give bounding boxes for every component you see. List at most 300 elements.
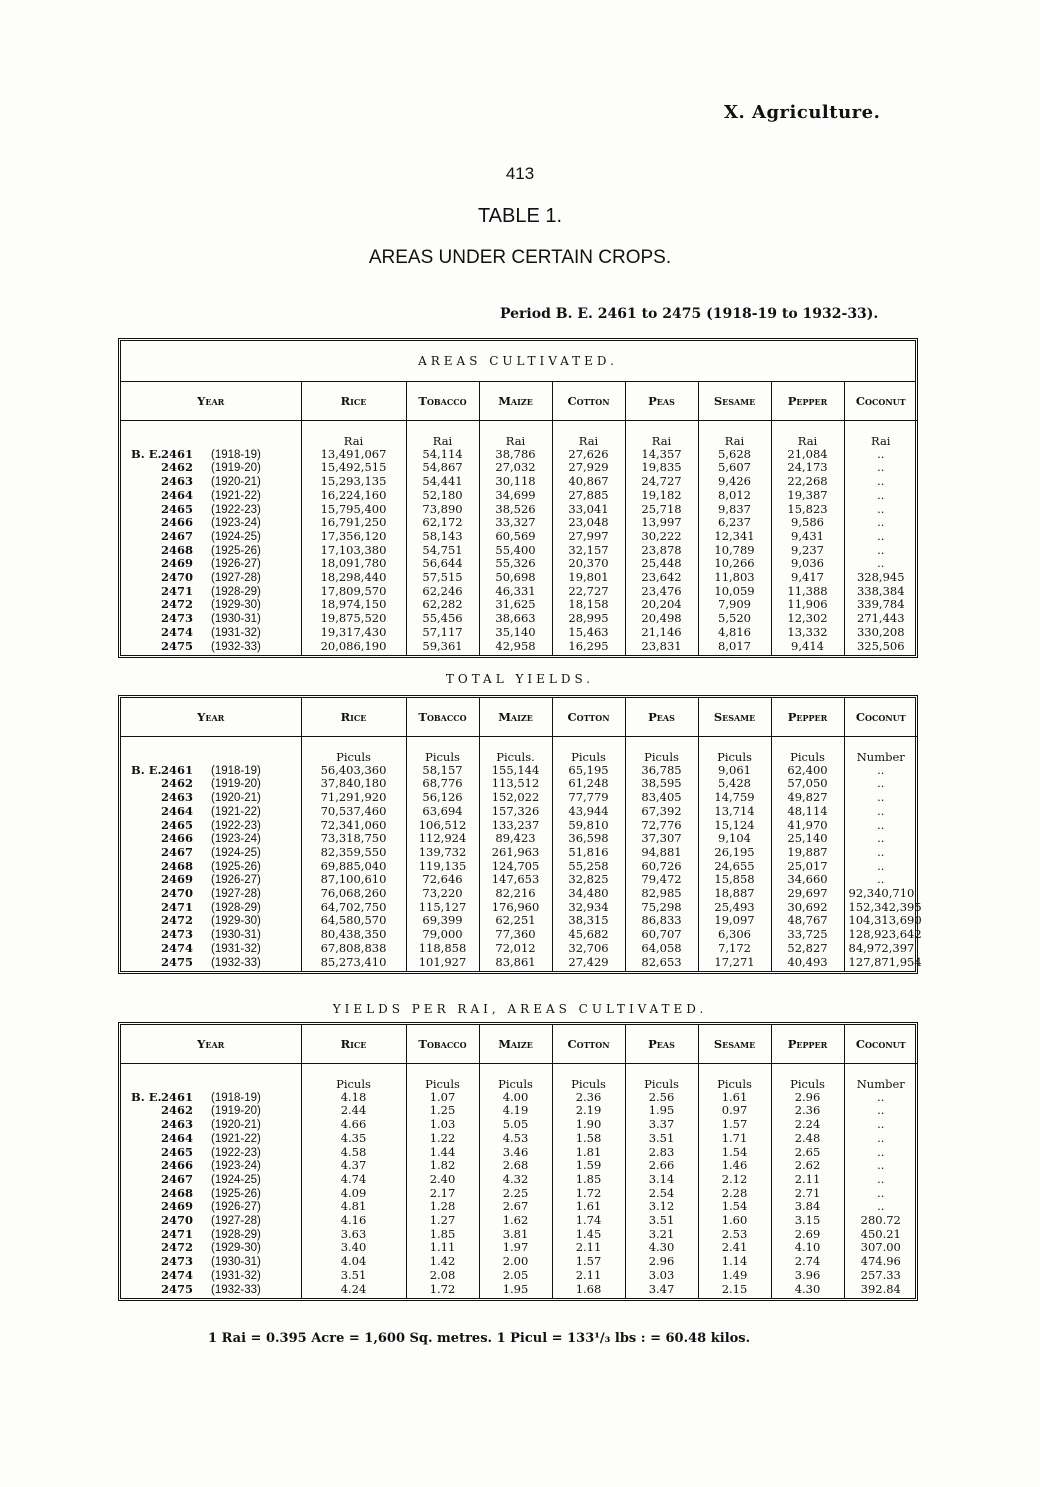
year-cell [121, 571, 301, 585]
be-year: 2464 [161, 803, 194, 818]
table-cell: 4.00 [479, 1091, 552, 1105]
table-cell: 1.45 [552, 1228, 625, 1242]
table-cell: 257.33 [844, 1269, 917, 1283]
table-cell: 19,182 [625, 489, 698, 503]
table-cell: 72,341,060 [301, 819, 406, 833]
ad-year-span: (1931-32) [211, 1269, 261, 1282]
table-row [121, 791, 917, 805]
table-cell: 29,697 [771, 887, 844, 901]
column-header: Rice [301, 382, 406, 421]
table-cell: 1.95 [625, 1104, 698, 1118]
table-cell: 1.14 [698, 1255, 771, 1269]
column-header: Maize [479, 382, 552, 421]
table-cell: 32,934 [552, 901, 625, 915]
units-spacer [121, 421, 301, 448]
table-cell: 63,694 [406, 805, 479, 819]
table-cell: 13,332 [771, 626, 844, 640]
table-cell: .. [844, 777, 917, 791]
year-cell [121, 777, 301, 791]
ad-year-span: (1922-23) [211, 503, 261, 516]
table-row [121, 1228, 917, 1242]
table-cell: 338,384 [844, 585, 917, 599]
table-cell: 5,428 [698, 777, 771, 791]
unit-label: Rai [625, 421, 698, 448]
year-cell [121, 503, 301, 517]
table-cell: 21,084 [771, 448, 844, 462]
table-cell: 1.95 [479, 1283, 552, 1299]
table-cell: .. [844, 764, 917, 778]
table-cell: 3.03 [625, 1269, 698, 1283]
table-row [121, 777, 917, 791]
table-cell: 52,180 [406, 489, 479, 503]
table-cell: 38,663 [479, 612, 552, 626]
table-cell: 157,326 [479, 805, 552, 819]
year-cell [121, 544, 301, 558]
table-cell: 94,881 [625, 846, 698, 860]
ad-year-span: (1932-33) [211, 1283, 261, 1296]
table-cell: 25,140 [771, 832, 844, 846]
table-row [121, 914, 917, 928]
year-cell [121, 887, 301, 901]
table-cell: 30,222 [625, 530, 698, 544]
table-cell: 1.74 [552, 1214, 625, 1228]
year-cell [121, 461, 301, 475]
table-cell: 4.74 [301, 1173, 406, 1187]
table-cell: 54,441 [406, 475, 479, 489]
table-cell: .. [844, 1200, 917, 1214]
table-cell: 3.12 [625, 1200, 698, 1214]
table-cell: 4.35 [301, 1132, 406, 1146]
table-cell: 18,887 [698, 887, 771, 901]
be-year: 2467 [161, 844, 194, 859]
table-cell: 1.97 [479, 1241, 552, 1255]
table-row [121, 832, 917, 846]
be-year: 2468 [161, 542, 194, 557]
table-cell: 1.61 [698, 1091, 771, 1105]
table-cell: 2.24 [771, 1118, 844, 1132]
table-cell: 73,220 [406, 887, 479, 901]
be-year: 2466 [161, 831, 194, 846]
table-cell: 37,307 [625, 832, 698, 846]
table-cell: 9,414 [771, 640, 844, 656]
be-year: 2461 [161, 762, 194, 777]
table-row [121, 612, 917, 626]
table-row [121, 873, 917, 887]
table-cell: .. [844, 860, 917, 874]
ad-year-span: (1930-31) [211, 613, 261, 626]
be-year: 2464 [161, 1130, 194, 1145]
table-cell: 55,258 [552, 860, 625, 874]
be-year: 2472 [161, 913, 194, 928]
table-cell: 85,273,410 [301, 956, 406, 972]
table-cell: 3.14 [625, 1173, 698, 1187]
table-cell: .. [844, 805, 917, 819]
year-cell [121, 942, 301, 956]
table-cell: 2.05 [479, 1269, 552, 1283]
table-cell: 56,403,360 [301, 764, 406, 778]
table-row [121, 846, 917, 860]
table-cell: 64,702,750 [301, 901, 406, 915]
table-cell: 32,157 [552, 544, 625, 558]
ad-year-span: (1922-23) [211, 1146, 261, 1159]
be-year: 2465 [161, 817, 194, 832]
table-cell: 2.56 [625, 1091, 698, 1105]
table-cell: 27,997 [552, 530, 625, 544]
unit-label: Piculs [406, 1064, 479, 1091]
table-row [121, 1091, 917, 1105]
table-cell: 2.69 [771, 1228, 844, 1242]
ad-year-span: (1929-30) [211, 1242, 261, 1255]
unit-label: Rai [698, 421, 771, 448]
table-row [121, 640, 917, 656]
column-header: Coconut [844, 698, 917, 737]
units-row [121, 737, 917, 764]
table-cell: 8,012 [698, 489, 771, 503]
year-cell [121, 1214, 301, 1228]
table-cell: 89,423 [479, 832, 552, 846]
table-cell: .. [844, 1187, 917, 1201]
table-cell: 27,626 [552, 448, 625, 462]
be-year: 2462 [161, 776, 194, 791]
table-cell: 11,803 [698, 571, 771, 585]
be-year: 2461 [161, 446, 194, 461]
table-cell: 59,361 [406, 640, 479, 656]
table-cell: 57,117 [406, 626, 479, 640]
ad-year-span: (1918-19) [211, 448, 261, 461]
table-cell: 20,204 [625, 598, 698, 612]
table-cell: 57,515 [406, 571, 479, 585]
table-cell: 2.83 [625, 1146, 698, 1160]
year-cell [121, 1241, 301, 1255]
be-year: 2471 [161, 899, 194, 914]
table-cell: 61,248 [552, 777, 625, 791]
table-cell: 1.11 [406, 1241, 479, 1255]
table-cell: 1.58 [552, 1132, 625, 1146]
column-header: Peas [625, 1025, 698, 1064]
table-cell: 17,103,380 [301, 544, 406, 558]
table-cell: 5,607 [698, 461, 771, 475]
table-cell: 42,958 [479, 640, 552, 656]
table-cell: 33,725 [771, 928, 844, 942]
year-cell [121, 1269, 301, 1283]
be-year: 2468 [161, 858, 194, 873]
table-cell: 3.51 [625, 1214, 698, 1228]
table-row [121, 1255, 917, 1269]
table-cell: 9,426 [698, 475, 771, 489]
table-cell: 20,370 [552, 557, 625, 571]
table-cell: 2.54 [625, 1187, 698, 1201]
total-yields-caption: TOTAL YIELDS. [445, 672, 595, 686]
be-year: 2463 [161, 790, 194, 805]
period-note: Period B. E. 2461 to 2475 (1918-19 to 1932-33). [500, 306, 879, 322]
table-cell: 2.15 [698, 1283, 771, 1299]
year-cell [121, 626, 301, 640]
unit-label: Piculs [301, 737, 406, 764]
table-number: TABLE 1. [477, 205, 563, 227]
table-cell: 62,172 [406, 516, 479, 530]
table-cell: 4.19 [479, 1104, 552, 1118]
ad-year-span: (1919-20) [211, 778, 261, 791]
table-cell: 1.54 [698, 1200, 771, 1214]
table-cell: .. [844, 846, 917, 860]
table-cell: 1.25 [406, 1104, 479, 1118]
table-cell: 54,114 [406, 448, 479, 462]
table-cell: .. [844, 544, 917, 558]
table-cell: 19,835 [625, 461, 698, 475]
year-cell [121, 1173, 301, 1187]
year-cell [121, 901, 301, 915]
table-cell: 62,246 [406, 585, 479, 599]
table-row [121, 901, 917, 915]
ad-year-span: (1921-22) [211, 805, 261, 818]
column-header: Cotton [552, 382, 625, 421]
table-cell: 3.46 [479, 1146, 552, 1160]
table-cell: 26,195 [698, 846, 771, 860]
table-cell: 9,837 [698, 503, 771, 517]
be-year: 2470 [161, 570, 194, 585]
table-cell: 16,224,160 [301, 489, 406, 503]
table-cell: 54,867 [406, 461, 479, 475]
table-cell: 56,644 [406, 557, 479, 571]
table-cell: 2.96 [771, 1091, 844, 1105]
be-year: 2474 [161, 940, 194, 955]
unit-label: Piculs. [479, 737, 552, 764]
ad-year-span: (1922-23) [211, 819, 261, 832]
table-cell: 36,785 [625, 764, 698, 778]
table-cell: .. [844, 1173, 917, 1187]
table-cell: 62,400 [771, 764, 844, 778]
be-year: 2465 [161, 1144, 194, 1159]
ad-year-span: (1927-28) [211, 1215, 261, 1228]
table-cell: 1.85 [552, 1173, 625, 1187]
units-row [121, 1064, 917, 1091]
table-cell: 4.30 [625, 1241, 698, 1255]
table-cell: 4.04 [301, 1255, 406, 1269]
table-cell: 55,326 [479, 557, 552, 571]
ad-year-span: (1928-29) [211, 585, 261, 598]
table-cell: 82,653 [625, 956, 698, 972]
column-header: Year [121, 1025, 301, 1064]
unit-label: Piculs [301, 1064, 406, 1091]
table-cell: 73,890 [406, 503, 479, 517]
unit-label: Rai [406, 421, 479, 448]
table-cell: .. [844, 1091, 917, 1105]
table-cell: 19,801 [552, 571, 625, 585]
ad-year-span: (1926-27) [211, 874, 261, 887]
table-cell: 15,858 [698, 873, 771, 887]
unit-label: Rai [301, 421, 406, 448]
table-cell: 33,041 [552, 503, 625, 517]
table-cell: 307.00 [844, 1241, 917, 1255]
table-row [121, 598, 917, 612]
table-cell: 1.60 [698, 1214, 771, 1228]
table-cell: 1.54 [698, 1146, 771, 1160]
table-cell: .. [844, 557, 917, 571]
page-number: 413 [505, 164, 535, 183]
unit-label: Piculs [771, 1064, 844, 1091]
year-cell [121, 489, 301, 503]
table-row [121, 530, 917, 544]
table-row [121, 489, 917, 503]
year-cell [121, 475, 301, 489]
year-cell [121, 873, 301, 887]
table-cell: 1.68 [552, 1283, 625, 1299]
table-row [121, 1187, 917, 1201]
table-cell: 2.74 [771, 1255, 844, 1269]
column-header: Year [121, 382, 301, 421]
table-cell: 1.71 [698, 1132, 771, 1146]
table-cell: 17,356,120 [301, 530, 406, 544]
table-cell: 3.96 [771, 1269, 844, 1283]
table-cell: 51,816 [552, 846, 625, 860]
column-header: Maize [479, 1025, 552, 1064]
table-cell: 50,698 [479, 571, 552, 585]
table-cell: .. [844, 530, 917, 544]
table-cell: 36,598 [552, 832, 625, 846]
table-cell: 115,127 [406, 901, 479, 915]
be-year: 2474 [161, 624, 194, 639]
table-row [121, 1159, 917, 1173]
column-header: Tobacco [406, 1025, 479, 1064]
table-cell: 3.15 [771, 1214, 844, 1228]
table-cell: 22,727 [552, 585, 625, 599]
year-cell [121, 791, 301, 805]
table-cell: 1.90 [552, 1118, 625, 1132]
table-cell: 23,048 [552, 516, 625, 530]
ad-year-span: (1927-28) [211, 888, 261, 901]
table-cell: 79,000 [406, 928, 479, 942]
be-year: 2462 [161, 1103, 194, 1118]
be-year: 2463 [161, 1117, 194, 1132]
table-cell: 328,945 [844, 571, 917, 585]
table-row [121, 1214, 917, 1228]
table-cell: 23,878 [625, 544, 698, 558]
table-row [121, 887, 917, 901]
units-row [121, 421, 917, 448]
be-year: 2468 [161, 1185, 194, 1200]
ad-year-span: (1924-25) [211, 1173, 261, 1186]
table-cell: 55,400 [479, 544, 552, 558]
table-cell: 24,727 [625, 475, 698, 489]
table-cell: 176,960 [479, 901, 552, 915]
table-cell: 104,313,690 [844, 914, 917, 928]
table-row [121, 585, 917, 599]
column-header: Rice [301, 698, 406, 737]
unit-label: Piculs [698, 1064, 771, 1091]
column-header: Sesame [698, 698, 771, 737]
table-cell: 55,456 [406, 612, 479, 626]
table-cell: 59,810 [552, 819, 625, 833]
table-cell: 82,216 [479, 887, 552, 901]
table-cell: 27,885 [552, 489, 625, 503]
table-cell: 330,208 [844, 626, 917, 640]
table-cell: 57,050 [771, 777, 844, 791]
table-caption: AREAS CULTIVATED. [121, 341, 915, 382]
table-cell: 15,823 [771, 503, 844, 517]
unit-label: Piculs [625, 737, 698, 764]
table-cell: 27,929 [552, 461, 625, 475]
table-cell: 13,714 [698, 805, 771, 819]
table-cell: 1.59 [552, 1159, 625, 1173]
table-cell: 38,526 [479, 503, 552, 517]
table-row [121, 571, 917, 585]
table-cell: 86,833 [625, 914, 698, 928]
unit-label: Rai [552, 421, 625, 448]
table-cell: .. [844, 1118, 917, 1132]
table-cell: 25,448 [625, 557, 698, 571]
column-header: Peas [625, 698, 698, 737]
ad-year-span: (1919-20) [211, 462, 261, 475]
table-cell: 4.18 [301, 1091, 406, 1105]
unit-label: Piculs [406, 737, 479, 764]
table-cell: 37,840,180 [301, 777, 406, 791]
year-cell [121, 1159, 301, 1173]
table-cell: 106,512 [406, 819, 479, 833]
table-cell: 9,431 [771, 530, 844, 544]
table-cell: 474.96 [844, 1255, 917, 1269]
table-cell: 54,751 [406, 544, 479, 558]
table-cell: 2.67 [479, 1200, 552, 1214]
ad-year-span: (1932-33) [211, 956, 261, 969]
be-year: 2471 [161, 1226, 194, 1241]
year-cell [121, 860, 301, 874]
table-cell: 25,718 [625, 503, 698, 517]
table-cell: 4.30 [771, 1283, 844, 1299]
table-cell: 3.51 [301, 1269, 406, 1283]
table-cell: 16,295 [552, 640, 625, 656]
table-cell: 19,887 [771, 846, 844, 860]
table-cell: .. [844, 1146, 917, 1160]
be-year: 2463 [161, 474, 194, 489]
table-cell: 16,791,250 [301, 516, 406, 530]
table-cell: 27,429 [552, 956, 625, 972]
table-cell: 3.84 [771, 1200, 844, 1214]
table-cell: 2.44 [301, 1104, 406, 1118]
table-cell: .. [844, 832, 917, 846]
be-year: 2465 [161, 501, 194, 516]
table-cell: 3.21 [625, 1228, 698, 1242]
column-header: Coconut [844, 1025, 917, 1064]
column-header: Maize [479, 698, 552, 737]
table-cell: 5,520 [698, 612, 771, 626]
table-cell: 10,789 [698, 544, 771, 558]
table-cell: .. [844, 1104, 917, 1118]
be-year: 2464 [161, 487, 194, 502]
table-cell: 3.47 [625, 1283, 698, 1299]
unit-label: Piculs [698, 737, 771, 764]
table-row [121, 503, 917, 517]
ad-year-span: (1926-27) [211, 558, 261, 571]
table-cell: 40,867 [552, 475, 625, 489]
table-cell: 60,707 [625, 928, 698, 942]
year-cell [121, 1104, 301, 1118]
ad-year-span: (1930-31) [211, 929, 261, 942]
ad-year-span: (1924-25) [211, 846, 261, 859]
column-header: Rice [301, 1025, 406, 1064]
table-cell: 1.57 [552, 1255, 625, 1269]
be-year: 2466 [161, 515, 194, 530]
table-cell: 4.58 [301, 1146, 406, 1160]
table-cell: 46,331 [479, 585, 552, 599]
column-header: Cotton [552, 698, 625, 737]
units-spacer [121, 1064, 301, 1091]
be-year: 2470 [161, 886, 194, 901]
ad-year-span: (1923-24) [211, 833, 261, 846]
table-cell: 15,293,135 [301, 475, 406, 489]
be-prefix: B. E. [131, 446, 162, 461]
table-cell: 49,827 [771, 791, 844, 805]
table-cell: 1.85 [406, 1228, 479, 1242]
